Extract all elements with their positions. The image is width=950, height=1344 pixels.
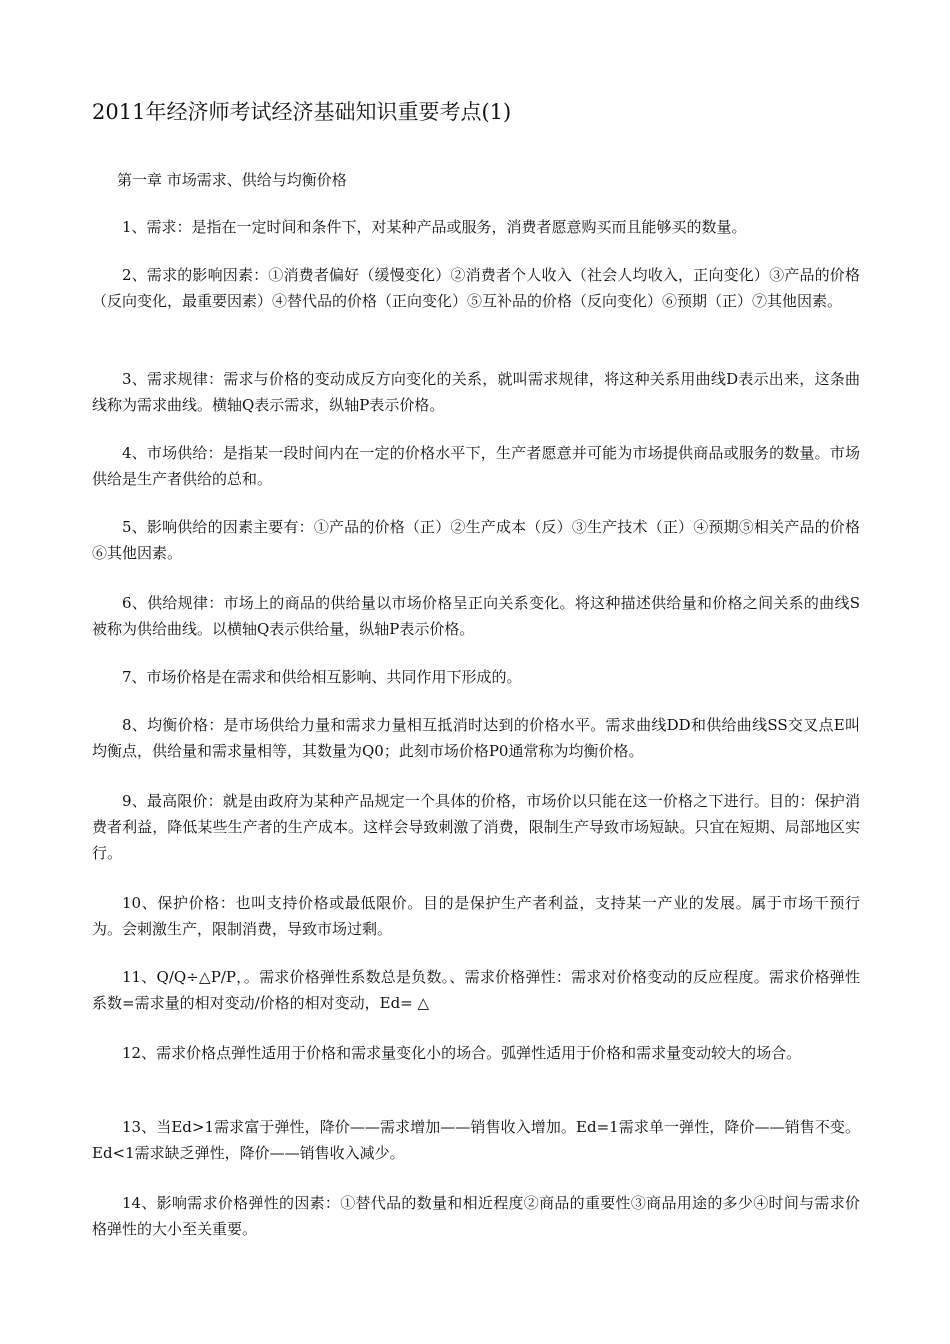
paragraph-10: 10、保护价格：也叫支持价格或最低限价。目的是保护生产者利益，支持某一产业的发展。属于市场干预行为。会刺激生产，限制消费，导致市场过剩。 (92, 894, 860, 938)
document-title: 2011年经济师考试经济基础知识重要考点(1) (92, 100, 512, 124)
paragraph-5: 5、影响供给的因素主要有：①产品的价格（正）②生产成本（反）③生产技术（正）④预期⑤相关产品的价格⑥其他因素。 (92, 518, 860, 562)
paragraph-14: 14、影响需求价格弹性的因素：①替代品的数量和相近程度②商品的重要性③商品用途的多少④时间与需求价格弹性的大小至关重要。 (92, 1194, 860, 1238)
paragraph-8: 8、均衡价格：是市场供给力量和需求力量相互抵消时达到的价格水平。需求曲线DD和供给曲线SS交叉点E叫均衡点，供给量和需求量相等，其数量为Q0；此刻市场价格P0通常称为均衡价格。 (92, 716, 860, 760)
paragraph-3: 3、需求规律：需求与价格的变动成反方向变化的关系，就叫需求规律，将这种关系用曲线D表示出来，这条曲线称为需求曲线。横轴Q表示需求，纵轴P表示价格。 (92, 370, 860, 414)
paragraph-2: 2、需求的影响因素：①消费者偏好（缓慢变化）②消费者个人收入（社会人均收入，正向变化）③产品的价格（反向变化，最重要因素）④替代品的价格（正向变化）⑤互补品的价格（反向变化）⑥预期（正）⑦其他因素。 (92, 266, 860, 310)
paragraph-12: 12、需求价格点弹性适用于价格和需求量变化小的场合。弧弹性适用于价格和需求量变动较大的场合。 (122, 1044, 802, 1062)
paragraph-13: 13、当Ed>1需求富于弹性，降价——需求增加——销售收入增加。Ed=1需求单一弹性，降价——销售不变。Ed<1需求缺乏弹性，降价——销售收入减少。 (92, 1118, 860, 1162)
paragraph-4: 4、市场供给：是指某一段时间内在一定的价格水平下，生产者愿意并可能为市场提供商品或服务的数量。市场供给是生产者供给的总和。 (92, 444, 860, 488)
paragraph-7: 7、市场价格是在需求和供给相互影响、共同作用下形成的。 (122, 668, 522, 686)
paragraph-6: 6、供给规律：市场上的商品的供给量以市场价格呈正向关系变化。将这种描述供给量和价格之间关系的曲线S被称为供给曲线。以横轴Q表示供给量，纵轴P表示价格。 (92, 594, 860, 638)
paragraph-9: 9、最高限价：就是由政府为某种产品规定一个具体的价格，市场价以只能在这一价格之下进行。目的：保护消费者利益，降低某些生产者的生产成本。这样会导致刺激了消费，限制生产导致市场短缺。只宜在短期、局部地区实行。 (92, 792, 860, 862)
paragraph-1: 1、需求：是指在一定时间和条件下，对某种产品或服务，消费者愿意购买而且能够买的数量。 (122, 218, 747, 236)
paragraph-11: 11、Q/Q÷△P/P，。需求价格弹性系数总是负数。、需求价格弹性：需求对价格变动的反应程度。需求价格弹性系数=需求量的相对变动/价格的相对变动，Ed= △ (92, 968, 860, 1012)
chapter-heading: 第一章 市场需求、供给与均衡价格 (117, 171, 347, 189)
